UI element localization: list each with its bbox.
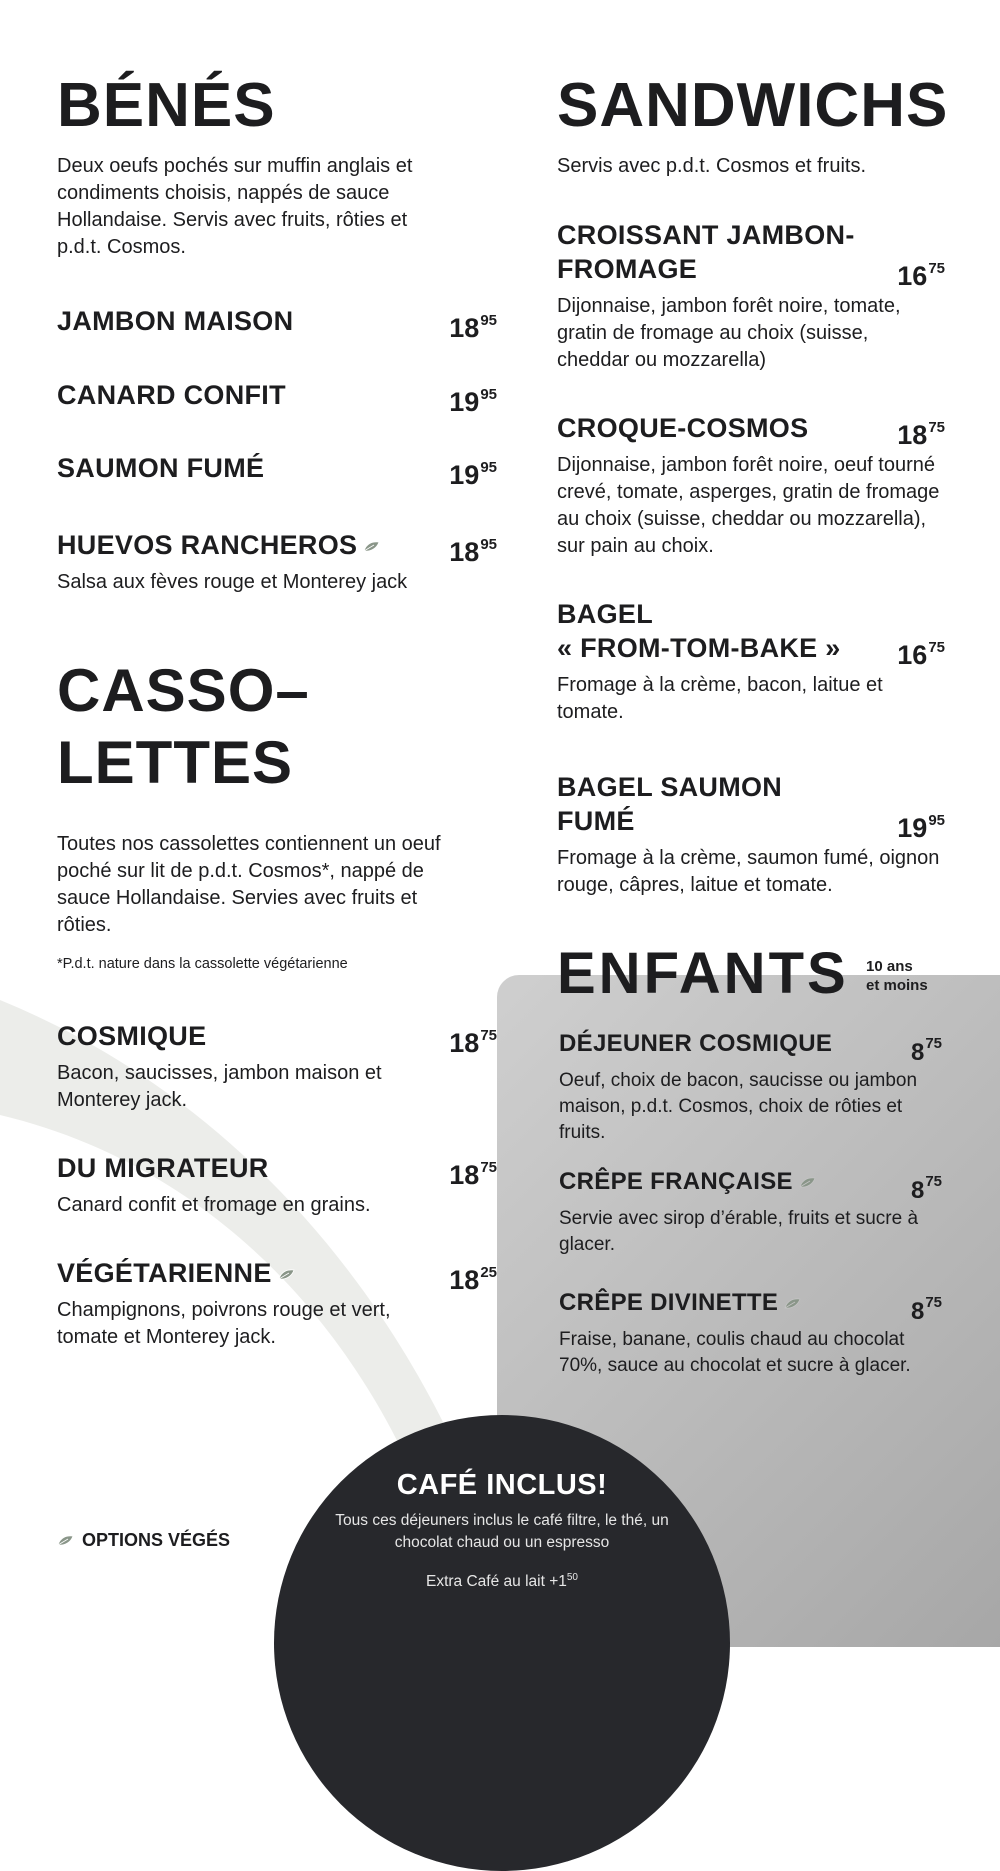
- item-price: $19^{95}$: [897, 812, 945, 843]
- item-price: $19^{95}$: [449, 386, 497, 417]
- item-name-line2: FUMÉ: [557, 806, 635, 836]
- item-name: JAMBON MAISON: [57, 306, 294, 336]
- item-name: CRÊPE FRANÇAISE: [559, 1167, 816, 1197]
- benes-title: BÉNÉS: [57, 71, 276, 140]
- item-name: DU MIGRATEUR: [57, 1153, 269, 1183]
- item-name: CANARD CONFIT: [57, 380, 286, 410]
- item-price: $18^{75}$: [449, 1159, 497, 1190]
- cafe-inclus-badge: [274, 1415, 730, 1871]
- item-price: $18^{75}$: [897, 419, 945, 450]
- item-name: DÉJEUNER COSMIQUE: [559, 1030, 833, 1057]
- item-price: $8^{75}$: [910, 1035, 942, 1066]
- cafe-extra: Extra Café au lait $+1^{50}$: [426, 1572, 578, 1591]
- item-price: $18^{95}$: [449, 312, 497, 343]
- item-name-line2: FROMAGE: [557, 254, 698, 284]
- item-price: $18^{75}$: [449, 1027, 497, 1058]
- menu-item-croissant-jambon-fromage: [557, 218, 945, 374]
- item-price: $8^{75}$: [910, 1173, 942, 1204]
- menu-item-jambon-maison: [57, 304, 497, 345]
- item-name: HUEVOS RANCHEROS: [57, 528, 380, 562]
- cassolettes-intro: Toutes nos cassolettes contiennent un oeuf poché sur lit de p.d.t. Cosmos*, nappé de sauce Hollandaise. Servies avec fruits et rôties.: [57, 833, 441, 936]
- item-price: $8^{75}$: [910, 1294, 942, 1325]
- menu-item-croque-cosmos: [557, 411, 945, 560]
- cassolettes-title: CASSO– LETTES: [57, 657, 310, 796]
- item-name: CRÊPE DIVINETTE: [559, 1288, 801, 1318]
- item-description: Champignons, poivrons rouge et vert, tomate et Monterey jack.: [57, 1299, 391, 1348]
- veg-options-legend: [57, 1530, 230, 1551]
- item-name-line1: BAGEL: [557, 599, 653, 629]
- menu-item-cosmique: [57, 1019, 497, 1114]
- enfants-title: ENFANTS: [557, 941, 849, 1006]
- item-price: $16^{75}$: [897, 260, 945, 291]
- benes-intro: Deux oeufs pochés sur muffin anglais et condiments choisis, nappés de sauce Hollandaise. Servis avec fruits, rôties et p.d.t. Cosmos.: [57, 155, 413, 258]
- menu-item-canard-confit: [57, 378, 497, 419]
- leaf-icon: [799, 1177, 816, 1188]
- item-price: $18^{95}$: [449, 536, 497, 567]
- item-name: COSMIQUE: [57, 1021, 207, 1051]
- item-description: Bacon, saucisses, jambon maison et Monterey jack.: [57, 1062, 382, 1111]
- item-name: SAUMON FUMÉ: [57, 453, 265, 483]
- menu-item-bagel-from-tom-bake: [557, 597, 945, 726]
- menu-item-bagel-saumon-fume: [557, 770, 945, 899]
- menu-item-dejeuner-cosmique: [559, 1029, 942, 1146]
- menu-item-saumon-fume: [57, 451, 497, 492]
- cassolettes-note: *P.d.t. nature dans la cassolette végétarienne: [57, 956, 348, 972]
- item-description: Fromage à la crème, saumon fumé, oignon rouge, câpres, laitue et tomate.: [557, 847, 940, 896]
- item-name-line1: CROISSANT JAMBON-: [557, 220, 855, 250]
- legend-label: OPTIONS VÉGÉS: [82, 1530, 231, 1550]
- item-description: Oeuf, choix de bacon, saucisse ou jambon maison, p.d.t. Cosmos, choix de rôties et fruits.: [559, 1070, 918, 1143]
- leaf-icon: [278, 1269, 295, 1280]
- item-name-line2: « FROM-TOM-BAKE »: [557, 633, 841, 663]
- item-description: Salsa aux fèves rouge et Monterey jack: [57, 571, 408, 593]
- menu-item-crepe-francaise: [559, 1167, 942, 1258]
- item-description: Servie avec sirop d’érable, fruits et sucre à glacer.: [559, 1208, 919, 1255]
- item-name-line1: BAGEL SAUMON: [557, 772, 783, 802]
- item-description: Fromage à la crème, bacon, laitue et tomate.: [557, 674, 883, 723]
- item-name-line1: CROQUE-COSMOS: [557, 413, 809, 443]
- item-price: $19^{95}$: [449, 459, 497, 490]
- cafe-title: CAFÉ INCLUS!: [396, 1469, 608, 1501]
- sandwichs-title: SANDWICHS: [557, 71, 949, 140]
- sandwichs-intro: Servis avec p.d.t. Cosmos et fruits.: [557, 155, 866, 177]
- menu-item-crepe-divinette: [559, 1288, 942, 1379]
- item-price: $18^{25}$: [449, 1264, 497, 1295]
- item-description: Canard confit et fromage en grains.: [57, 1194, 371, 1216]
- leaf-icon: [57, 1535, 74, 1546]
- item-price: $16^{75}$: [897, 639, 945, 670]
- leaf-icon: [363, 541, 380, 552]
- cafe-text: Tous ces déjeuners inclus le café filtre, le thé, un chocolat chaud ou un espresso: [335, 1512, 669, 1551]
- leaf-icon: [784, 1298, 801, 1309]
- menu-item-huevos-rancheros: [57, 528, 497, 596]
- enfants-age-note: 10 ans et moins: [866, 958, 928, 994]
- item-name: VÉGÉTARIENNE: [57, 1256, 295, 1290]
- item-description: Dijonnaise, jambon forêt noire, oeuf tourné crevé, tomate, asperges, gratin de fromage au choix (suisse, cheddar ou mozzarella), sur pain au choix.: [557, 454, 940, 557]
- menu-item-du-migrateur: [57, 1151, 497, 1219]
- item-description: Fraise, banane, coulis chaud au chocolat 70%, sauce au chocolat et sucre à glacer.: [559, 1329, 911, 1376]
- item-description: Dijonnaise, jambon forêt noire, tomate, gratin de fromage au choix (suisse, cheddar ou mozzarella): [557, 295, 901, 371]
- menu-item-vegetarienne: [57, 1256, 497, 1351]
